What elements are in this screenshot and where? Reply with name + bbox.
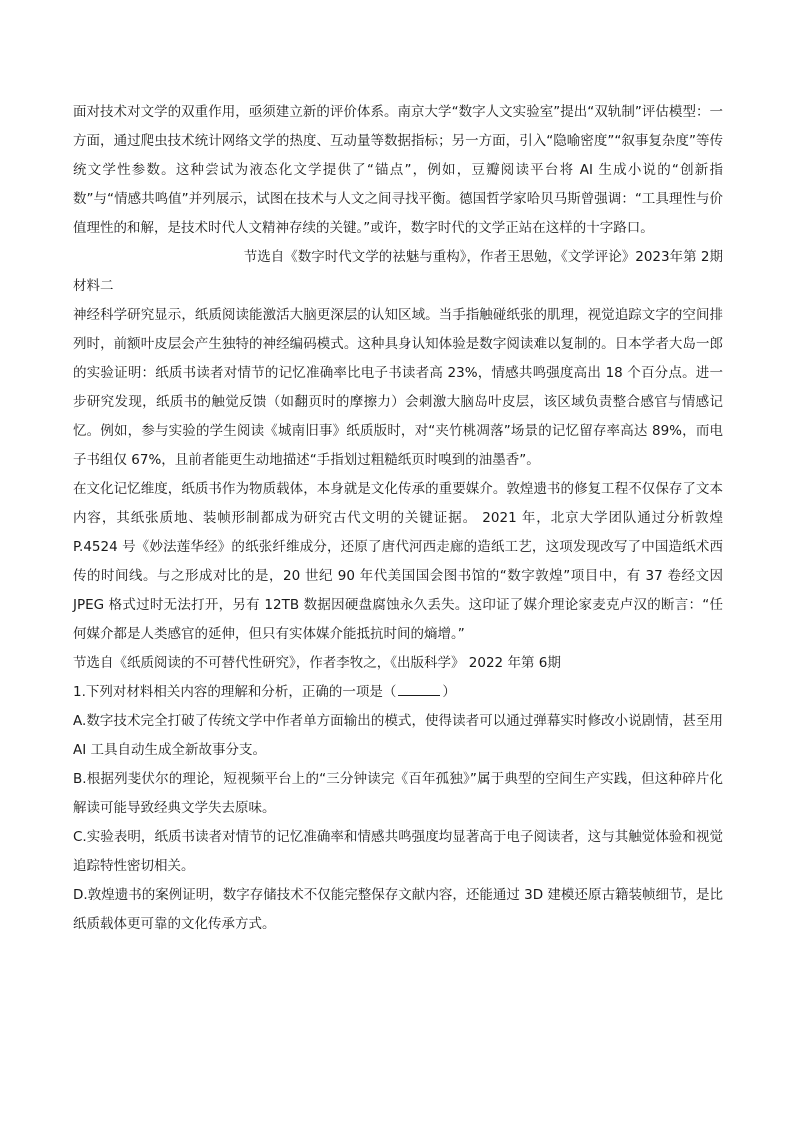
material-two-paragraph-1: 神经科学研究显示，纸质阅读能激活大脑更深层的认知区域。当手指触碰纸张的肌理，视觉追踪文字的空间排列时，前额叶皮层会产生独特的神经编码模式。这种具身认知体验是数字阅读难以复制的。日本学者大岛一郎的实验证明：纸质书读者对情节的记忆准确率比电子书读者高 23%，情感共鸣强度高出 18 个百分点。进一步研究发现，纸质书的触觉反馈（如翻页时的摩擦力）会刺激大脑岛叶皮层，该区域负责整合感官与情感记忆。例如，参与实验的学生阅读《城南旧事》纸质版时，对“夹竹桃凋落”场景的记忆留存率高达 89%，而电子书组仅 67%，且前者能更生动地描述“手指划过粗糙纸页时嗅到的油墨香”。 [73,307,723,468]
option-a: A.数字技术完全打破了传统文学中作者单方面输出的模式，使得读者可以通过弹幕实时修改小说剧情，甚至用 AI 工具自动生成全新故事分支。 [73,713,723,758]
material-two-heading: 材料二 [73,278,114,294]
question-paren-close: ） [442,684,456,700]
option-b: B.根据列斐伏尔的理论，短视频平台上的“三分钟读完《百年孤独》”属于典型的空间生产实践，但这种碎片化解读可能导致经典文学失去原味。 [73,771,723,816]
option-c: C.实验表明，纸质书读者对情节的记忆准确率和情感共鸣强度均显著高于电子阅读者，这与其触觉体验和视觉追踪特性密切相关。 [73,829,723,874]
question-stem [73,678,723,707]
material-two-paragraph-2: 在文化记忆维度，纸质书作为物质载体，本身就是文化传承的重要媒介。敦煌遗书的修复工程不仅保存了文本内容，其纸张质地、装帧形制都成为研究古代文明的关键证据。 2021 年，北京大学团队通过分析敦煌 P.4524 号《妙法莲华经》的纸张纤维成分，还原了唐代河西走廊的造纸工艺，这项发现改写了中国造纸术西传的时间线。与之形成对比的是，20 世纪 90 年代美国国会图书馆的“数字敦煌”项目中，有 37 卷经文因 JPEG 格式过时无法打开，另有 12TB 数据因硬盘腐蚀永久丢失。这印证了媒介理论家麦克卢汉的断言：“任何媒介都是人类感官的延伸，但只有实体媒介能抵抗时间的熵增。” [73,481,723,642]
question-stem-text: 1.下列对材料相关内容的理解和分析，正确的一项是 [73,684,383,700]
document-body [73,98,723,939]
material-two-source: 节选自《纸质阅读的不可替代性研究》，作者李牧之，《出版科学》 2022 年第 6期 [73,655,561,671]
answer-blank[interactable] [398,681,440,696]
question-paren-open: （ [382,684,397,700]
material-one-paragraph: 面对技术对文学的双重作用，亟须建立新的评价体系。南京大学“数字人文实验室”提出“双轨制”评估模型：一方面，通过爬虫技术统计网络文学的热度、互动量等数据指标；另一方面，引入“隐喻密度”“叙事复杂度”等传统文学性参数。这种尝试为液态化文学提供了“锚点”，例如，豆瓣阅读平台将 AI 生成小说的“创新指数”与“情感共鸣值”并列展示，试图在技术与人文之间寻找平衡。德国哲学家哈贝马斯曾强调：“工具理性与价值理性的和解，是技术时代人文精神存续的关键。”或许，数字时代的文学正站在这样的十字路口。 [73,104,723,236]
material-one-source: 节选自《数字时代文学的祛魅与重构》，作者王思勉，《文学评论》2023年第 2期 [243,249,723,265]
option-d: D.敦煌遗书的案例证明，数字存储技术不仅能完整保存文献内容，还能通过 3D 建模还原古籍装帧细节，是比纸质载体更可靠的文化传承方式。 [73,887,723,932]
